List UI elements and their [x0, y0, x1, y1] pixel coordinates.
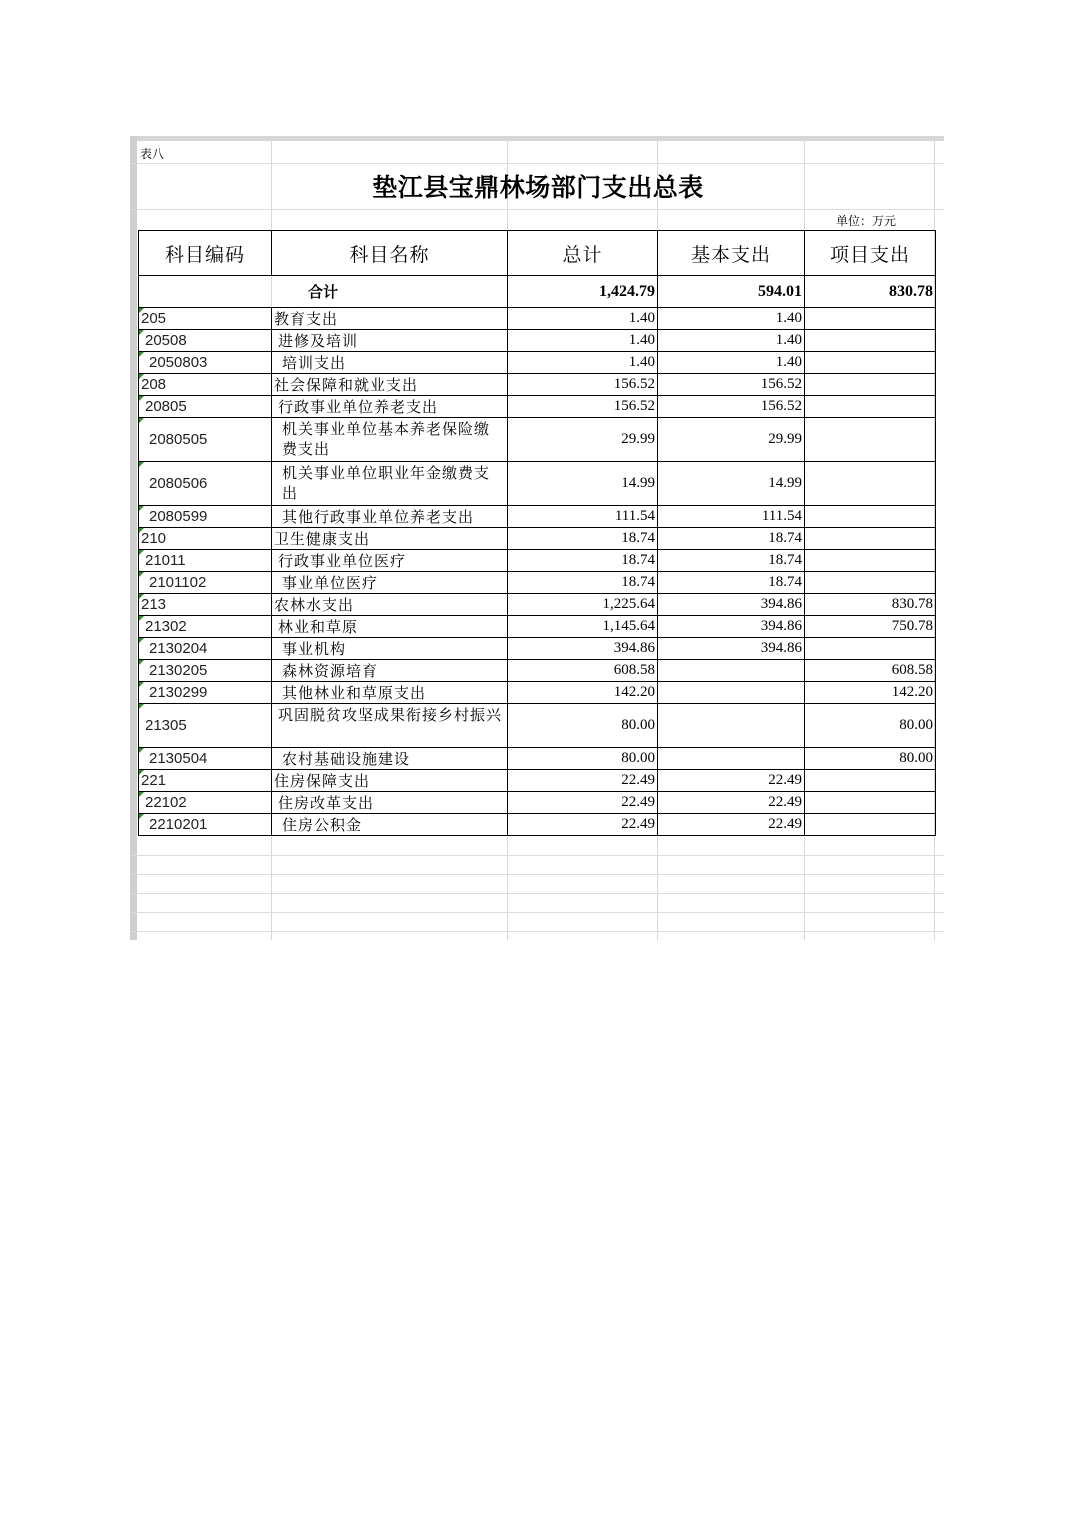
- cell-total: 1,225.64: [508, 594, 658, 616]
- cell-indicator-icon: [139, 660, 144, 665]
- total-project: 830.78: [805, 276, 936, 308]
- cell-indicator-icon: [139, 550, 144, 555]
- table-row: [139, 616, 936, 638]
- cell-indicator-icon: [139, 528, 144, 533]
- cell-indicator-icon: [139, 374, 144, 379]
- cell-code: 205: [139, 308, 272, 330]
- cell-name: 进修及培训: [272, 330, 508, 352]
- cell-basic: 22.49: [658, 792, 805, 814]
- cell-code: 2080599: [139, 506, 272, 528]
- table-row: [139, 660, 936, 682]
- cell-name: 其他行政事业单位养老支出: [272, 506, 508, 528]
- cell-code: 20508: [139, 330, 272, 352]
- table-row: [139, 594, 936, 616]
- cell-total: 1.40: [508, 330, 658, 352]
- cell-code: 20805: [139, 396, 272, 418]
- cell-project: [805, 528, 936, 550]
- cell-name: 机关事业单位基本养老保险缴费支出: [272, 418, 508, 462]
- cell-name: 住房公积金: [272, 814, 508, 836]
- cell-total: 608.58: [508, 660, 658, 682]
- cell-total: 1.40: [508, 352, 658, 374]
- cell-name: 其他林业和草原支出: [272, 682, 508, 704]
- cell-basic: 18.74: [658, 528, 805, 550]
- cell-indicator-icon: [139, 704, 144, 709]
- header-code: 科目编码: [139, 231, 272, 276]
- cell-project: [805, 418, 936, 462]
- cell-name: 住房保障支出: [272, 770, 508, 792]
- cell-name: 社会保障和就业支出: [272, 374, 508, 396]
- cell-indicator-icon: [139, 748, 144, 753]
- cell-project: [805, 308, 936, 330]
- gridline: [130, 209, 944, 210]
- cell-basic: 18.74: [658, 572, 805, 594]
- gridline: [130, 855, 944, 856]
- table-row: [139, 396, 936, 418]
- cell-total: 18.74: [508, 550, 658, 572]
- cell-code: 21305: [139, 704, 272, 748]
- cell-indicator-icon: [139, 682, 144, 687]
- gridline: [130, 931, 944, 932]
- cell-basic: 22.49: [658, 814, 805, 836]
- cell-basic: 394.86: [658, 616, 805, 638]
- cell-basic: [658, 704, 805, 748]
- cell-project: [805, 506, 936, 528]
- table-row: [139, 748, 936, 770]
- cell-project: 80.00: [805, 748, 936, 770]
- cell-name: 卫生健康支出: [272, 528, 508, 550]
- cell-indicator-icon: [139, 616, 144, 621]
- table-row: [139, 770, 936, 792]
- table-row: [139, 550, 936, 572]
- cell-project: [805, 572, 936, 594]
- cell-project: [805, 352, 936, 374]
- cell-project: 142.20: [805, 682, 936, 704]
- cell-code: 2130299: [139, 682, 272, 704]
- row-header-strip: [130, 136, 137, 940]
- cell-project: 750.78: [805, 616, 936, 638]
- table-row: [139, 462, 936, 506]
- header-name: 科目名称: [272, 231, 508, 276]
- gridline: [130, 874, 944, 875]
- table-row: [139, 330, 936, 352]
- cell-indicator-icon: [139, 770, 144, 775]
- cell-total: 29.99: [508, 418, 658, 462]
- cell-basic: 1.40: [658, 330, 805, 352]
- total-total: 1,424.79: [508, 276, 658, 308]
- cell-code: 21011: [139, 550, 272, 572]
- cell-total: 22.49: [508, 770, 658, 792]
- expenditure-table: [138, 230, 936, 836]
- cell-project: [805, 396, 936, 418]
- cell-total: 156.52: [508, 374, 658, 396]
- total-basic: 594.01: [658, 276, 805, 308]
- cell-code: 210: [139, 528, 272, 550]
- table-row: [139, 704, 936, 748]
- cell-basic: 14.99: [658, 462, 805, 506]
- table-row: [139, 572, 936, 594]
- cell-project: 608.58: [805, 660, 936, 682]
- cell-project: [805, 550, 936, 572]
- page-title: 垫江县宝鼎林场部门支出总表: [372, 173, 704, 202]
- cell-basic: 22.49: [658, 770, 805, 792]
- cell-indicator-icon: [139, 506, 144, 511]
- cell-code: 208: [139, 374, 272, 396]
- cell-name: 巩固脱贫攻坚成果衔接乡村振兴: [272, 704, 508, 748]
- gridline: [130, 912, 944, 913]
- unit-label: 单位：万元: [836, 214, 897, 228]
- cell-code: 221: [139, 770, 272, 792]
- cell-name: 农村基础设施建设: [272, 748, 508, 770]
- cell-project: [805, 792, 936, 814]
- cell-total: 22.49: [508, 792, 658, 814]
- cell-indicator-icon: [139, 814, 144, 819]
- cell-total: 14.99: [508, 462, 658, 506]
- cell-indicator-icon: [139, 792, 144, 797]
- cell-total: 142.20: [508, 682, 658, 704]
- cell-basic: 111.54: [658, 506, 805, 528]
- table-row: [139, 418, 936, 462]
- cell-code: 2101102: [139, 572, 272, 594]
- cell-project: [805, 770, 936, 792]
- table-row: [139, 638, 936, 660]
- cell-total: 18.74: [508, 572, 658, 594]
- table-row: [139, 792, 936, 814]
- cell-basic: 18.74: [658, 550, 805, 572]
- cell-name: 行政事业单位养老支出: [272, 396, 508, 418]
- cell-basic: 1.40: [658, 352, 805, 374]
- cell-total: 111.54: [508, 506, 658, 528]
- cell-project: [805, 638, 936, 660]
- sheet-top-border: [130, 136, 944, 141]
- cell-indicator-icon: [139, 638, 144, 643]
- cell-code: 2130204: [139, 638, 272, 660]
- cell-code: 2080505: [139, 418, 272, 462]
- cell-name: 事业机构: [272, 638, 508, 660]
- cell-name: 林业和草原: [272, 616, 508, 638]
- cell-name: 培训支出: [272, 352, 508, 374]
- cell-basic: [658, 682, 805, 704]
- cell-total: 22.49: [508, 814, 658, 836]
- cell-project: [805, 814, 936, 836]
- table-row: [139, 682, 936, 704]
- cell-indicator-icon: [139, 594, 144, 599]
- cell-code: 2050803: [139, 352, 272, 374]
- cell-basic: 156.52: [658, 374, 805, 396]
- cell-basic: [658, 748, 805, 770]
- cell-project: [805, 374, 936, 396]
- total-label: 合计: [139, 276, 508, 308]
- cell-indicator-icon: [139, 330, 144, 335]
- cell-indicator-icon: [139, 396, 144, 401]
- cell-code: 2210201: [139, 814, 272, 836]
- cell-basic: 1.40: [658, 308, 805, 330]
- cell-indicator-icon: [139, 418, 144, 423]
- cell-indicator-icon: [139, 462, 144, 467]
- cell-basic: [658, 660, 805, 682]
- cell-code: 22102: [139, 792, 272, 814]
- cell-project: 80.00: [805, 704, 936, 748]
- cell-project: 830.78: [805, 594, 936, 616]
- cell-total: 394.86: [508, 638, 658, 660]
- cell-code: 21302: [139, 616, 272, 638]
- gridline: [130, 893, 944, 894]
- table-row: [139, 352, 936, 374]
- cell-code: 2130504: [139, 748, 272, 770]
- cell-total: 80.00: [508, 748, 658, 770]
- cell-name: 机关事业单位职业年金缴费支出: [272, 462, 508, 506]
- cell-project: [805, 462, 936, 506]
- cell-indicator-icon: [139, 352, 144, 357]
- cell-total: 1.40: [508, 308, 658, 330]
- gridline: [130, 163, 944, 164]
- cell-basic: 29.99: [658, 418, 805, 462]
- cell-name: 行政事业单位医疗: [272, 550, 508, 572]
- cell-total: 80.00: [508, 704, 658, 748]
- table-row: [139, 506, 936, 528]
- cell-basic: 394.86: [658, 638, 805, 660]
- header-row: [139, 231, 936, 276]
- cell-indicator-icon: [139, 308, 144, 313]
- table-row: [139, 374, 936, 396]
- cell-total: 18.74: [508, 528, 658, 550]
- cell-indicator-icon: [139, 572, 144, 577]
- cell-name: 教育支出: [272, 308, 508, 330]
- cell-name: 事业单位医疗: [272, 572, 508, 594]
- cell-code: 213: [139, 594, 272, 616]
- cell-name: 农林水支出: [272, 594, 508, 616]
- table-number-label: 表八: [140, 147, 165, 161]
- cell-name: 住房改革支出: [272, 792, 508, 814]
- cell-code: 2080506: [139, 462, 272, 506]
- header-total: 总计: [508, 231, 658, 276]
- cell-project: [805, 330, 936, 352]
- table-row: [139, 308, 936, 330]
- cell-basic: 156.52: [658, 396, 805, 418]
- header-project: 项目支出: [805, 231, 936, 276]
- cell-basic: 394.86: [658, 594, 805, 616]
- table-row: [139, 814, 936, 836]
- cell-total: 1,145.64: [508, 616, 658, 638]
- header-basic: 基本支出: [658, 231, 805, 276]
- table-row: [139, 528, 936, 550]
- total-row: [139, 276, 936, 308]
- cell-name: 森林资源培育: [272, 660, 508, 682]
- cell-code: 2130205: [139, 660, 272, 682]
- cell-total: 156.52: [508, 396, 658, 418]
